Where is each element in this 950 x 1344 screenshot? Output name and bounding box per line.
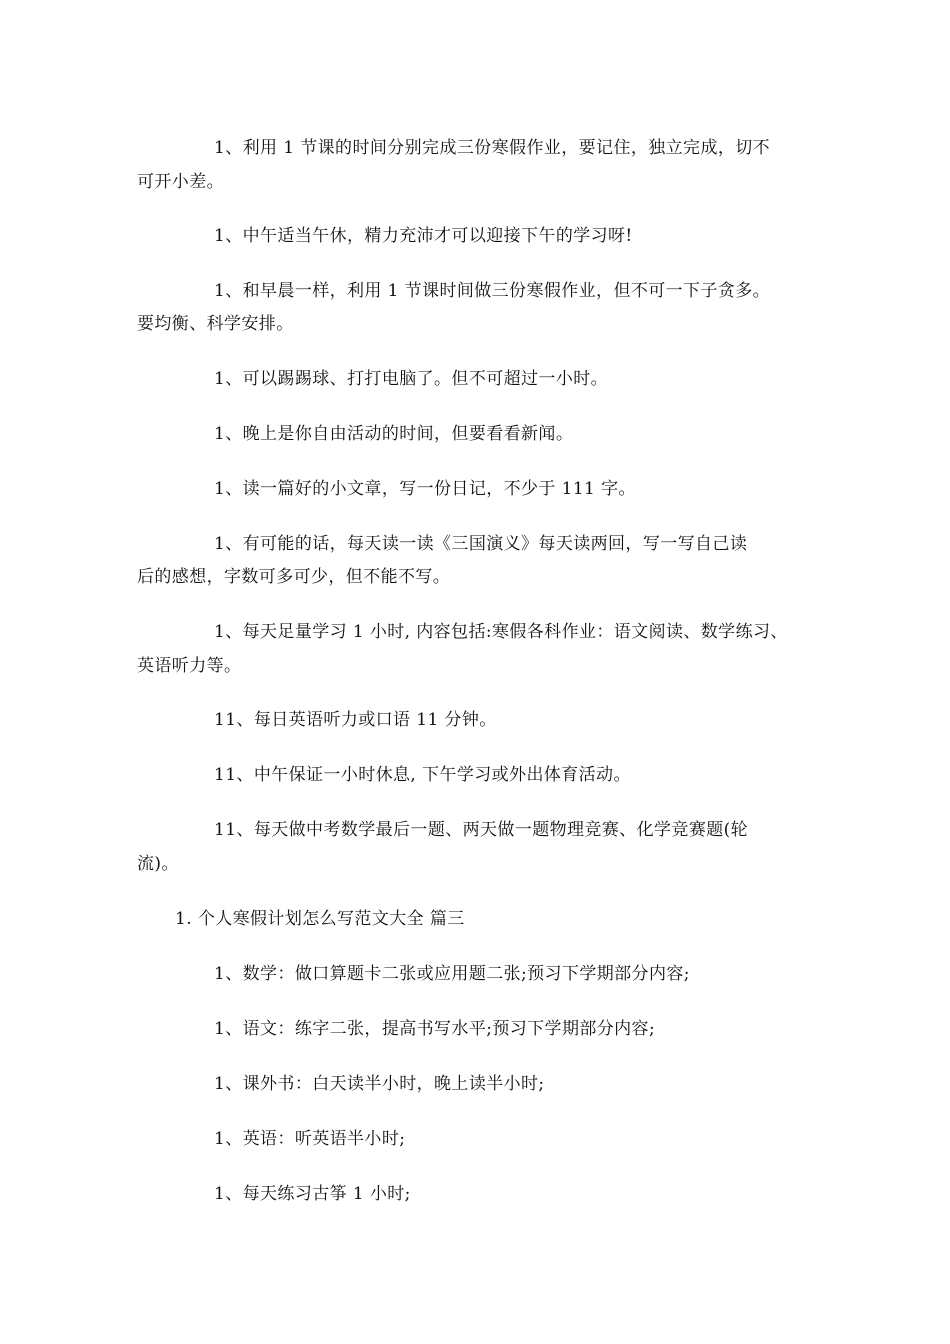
paragraph-4-line-1: 1、可以踢踢球、打打电脑了。但不可超过一小时。: [214, 369, 609, 389]
paragraph-6-line-1: 1、读一篇好的小文章，写一份日记，不少于 111 字。: [214, 479, 636, 499]
section-heading: 1. 个人寒假计划怎么写范文大全 篇三: [175, 909, 465, 929]
section-item-3: 1、课外书：白天读半小时，晚上读半小时;: [214, 1074, 545, 1094]
paragraph-9-line-1: 11、每日英语听力或口语 11 分钟。: [214, 710, 497, 730]
paragraph-8-line-1: 1、每天足量学习 1 小时, 内容包括:寒假各科作业：语文阅读、数学练习、: [214, 622, 788, 642]
paragraph-3-line-1: 1、和早晨一样，利用 1 节课时间做三份寒假作业，但不可一下子贪多。: [214, 281, 771, 301]
paragraph-7-line-2: 后的感想，字数可多可少，但不能不写。: [137, 567, 451, 587]
paragraph-5-line-1: 1、晚上是你自由活动的时间，但要看看新闻。: [214, 424, 574, 444]
paragraph-10-line-1: 11、中午保证一小时休息, 下午学习或外出体育活动。: [214, 765, 631, 785]
section-item-4: 1、英语：听英语半小时;: [214, 1129, 406, 1149]
paragraph-1-line-2: 可开小差。: [137, 172, 224, 192]
paragraph-1-line-1: 1、利用 1 节课的时间分别完成三份寒假作业，要记住，独立完成，切不: [214, 138, 771, 158]
section-item-2: 1、语文：练字二张，提高书写水平;预习下学期部分内容;: [214, 1019, 656, 1039]
paragraph-8-line-2: 英语听力等。: [137, 656, 242, 676]
paragraph-11-line-1: 11、每天做中考数学最后一题、两天做一题物理竞赛、化学竞赛题(轮: [214, 820, 749, 840]
section-item-1: 1、数学：做口算题卡二张或应用题二张;预习下学期部分内容;: [214, 964, 690, 984]
section-item-5: 1、每天练习古筝 1 小时;: [214, 1184, 411, 1204]
paragraph-2-line-1: 1、中午适当午休，精力充沛才可以迎接下午的学习呀!: [214, 226, 633, 246]
paragraph-11-line-2: 流)。: [137, 854, 179, 874]
paragraph-3-line-2: 要均衡、科学安排。: [137, 314, 294, 334]
paragraph-7-line-1: 1、有可能的话，每天读一读《三国演义》每天读两回，写一写自己读: [214, 534, 748, 554]
